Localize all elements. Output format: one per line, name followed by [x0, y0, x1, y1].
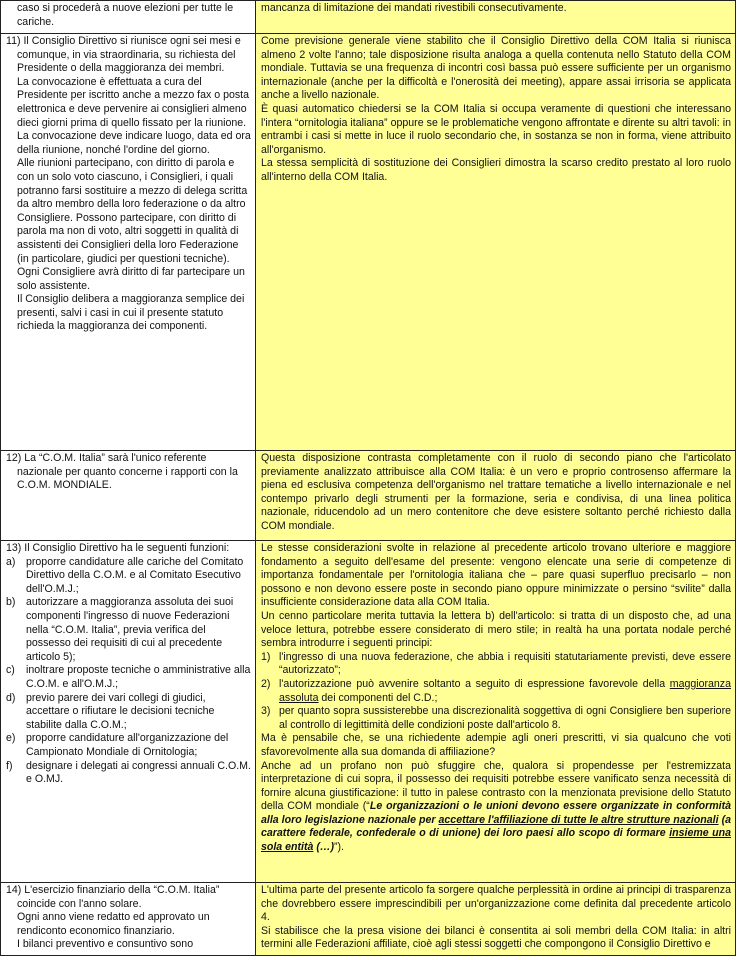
list-item: 2) l'autorizzazione può avvenire soltanto a seguito di espressione favorevole della maggioranza assoluta dei componenti del C.D.;	[261, 677, 731, 704]
table-row	[1, 451, 736, 541]
commentary-paragraph: L'ultima parte del presente articolo fa sorgere qualche perplessità in ordine ai principi di trasparenza che dovrebbero essere imprescindibili per un'organizzazione come definita dal precedente articolo 4.	[261, 884, 731, 924]
commentary-paragraph: La stessa semplicità di sostituzione dei Consiglieri dimostra la scarso credito prestato al loro ruolo all'interno della COM Italia.	[261, 157, 731, 183]
commentary-paragraph: Questa disposizione contrasta completamente con il ruolo di secondo piano che l'articolato previamente analizzato attribuisce alla COM Italia: è un vero e proprio controsenso affermare la piena ed esclusiva competenza dell'organismo nel trattare tematiche a livello internazionale e nel contempo privarlo degli strumenti per la formazione, seria e condivisa, di una linea politica nazionale, riducendolo ad un mero contenitore che deve esistere soltanto perché richiesto dalla COM mondiale.	[261, 452, 731, 532]
statute-text-cell	[1, 541, 256, 883]
commentary-paragraph: È quasi automatico chiedersi se la COM Italia si occupa veramente di questioni che interessano l'intera “ornitologia italiana” oppure se le problematiche vengono affrontate e dirente su altri tavoli: in entrambi i casi si mette in luce il ruolo secondario che, in sostanza se non in forma, viene attribuito all'organismo.	[261, 102, 731, 156]
principles-list	[261, 651, 731, 733]
quoted-statute: Le organizzazioni o le unioni devono essere organizzate in conformità alla loro legislazione nazionale per accettare l'affiliazione di tutte le altre strutture nazionali (a carattere federale, confederale o di unione) dei loro paesi allo scopo di formare insieme una sola entità (…)	[261, 800, 731, 854]
underlined-phrase: maggioranza assoluta	[279, 677, 731, 704]
commentary-paragraph: mancanza di limitazione dei mandati rivestibili consecutivamente.	[261, 2, 567, 14]
list-item: e) proporre candidature all'organizzazione del Campionato Mondiale di Ornitologia;	[6, 732, 229, 758]
commentary-paragraph: Le stesse considerazioni svolte in relazione al precedente articolo trovano ulteriore e maggiore fondamento a seguito dell'esame del presente: vengono elencate una serie di competenze di importanza fondamentale per l'ornitologia italiana che – pare quasi superfluo precisarlo – non possono e non devono essere poste in secondo piano oppure minimizzate o persino “svilite” dalla insufficiente considerazione data alla COM Italia.	[261, 542, 731, 609]
commentary-cell	[256, 451, 736, 541]
article-14-heading: 14) L'esercizio finanziario della “C.O.M. Italia” coincide con l'anno solare.	[6, 884, 220, 910]
commentary-paragraph: Un cenno particolare merita tuttavia la lettera b) dell'articolo: si tratta di un disposto che, ad una veloce lettura, potrebbe essere considerato di mero stile; in realtà ha una portata nodale perché sembra introdurre i seguenti principi:	[261, 609, 731, 650]
statute-line: I bilanci preventivo e consuntivo sono	[17, 938, 194, 951]
list-item: d) previo parere dei vari collegi di giudici, accettare o rifiutare le decisioni tecniche stabilite dalla C.O.M.;	[6, 691, 215, 731]
statute-line: Ogni anno viene redatto ed approvato un rendiconto economico finanziario.	[17, 911, 210, 937]
functions-list	[6, 556, 251, 787]
statute-text-cell	[1, 451, 256, 541]
commentary-paragraph: Si stabilisce che la presa visione dei bilanci è consentita ai soli membri della COM Italia: in altri termini alle Federazioni affiliate, cioè agli stessi soggetti che compongono il Consiglio Direttivo e	[261, 924, 731, 951]
statute-line: Il Consiglio delibera a maggioranza semplice dei presenti, salvi i casi in cui il presente statuto richieda la maggioranza dei componenti.	[17, 293, 245, 333]
commentary-paragraph: Ma è pensabile che, se una richiedente adempie agli oneri prescritti, vi sia qualcuno che voti sfavorevolmente alla sua domanda di affiliazione?	[261, 732, 731, 758]
list-item: 3) per quanto sopra sussisterebbe una discrezionalità soggettiva di ogni Consigliere ben superiore al controllo di legittimità delle condizioni poste dall'articolo 8.	[261, 705, 731, 731]
statute-text-cell	[1, 883, 256, 956]
article-12-heading: 12) La “C.O.M. Italia” sarà l'unico referente nazionale per quanto concerne i rapporti con la C.O.M. MONDIALE.	[6, 452, 238, 492]
list-item: b) autorizzare a maggioranza assoluta dei suoi componenti l'ingresso di nuove Federazioni nella “C.O.M. Italia”, previa verifica del possesso dei requisiti di cui al precedente articolo 5);	[6, 596, 234, 663]
statute-line: La convocazione è effettuata a cura del Presidente per iscritto anche a mezzo fax o posta elettronica e deve pervenire ai consiglieri almeno dieci giorni prima di quello fissato per la riunione. La convocazione deve indicare luogo, data ed ora della riunione, nonché l'ordine del giorno.	[17, 75, 251, 156]
article-13-heading: 13) Il Consiglio Direttivo ha le seguenti funzioni:	[6, 542, 230, 554]
list-item: f) designare i delegati ai congressi annuali C.O.M. e O.MJ.	[6, 759, 251, 786]
list-item: a) proporre candidature alle cariche del Comitato Direttivo della C.O.M. e al Comitato Esecutivo dell'O.M.J.;	[6, 555, 244, 595]
commentary-cell	[256, 34, 736, 451]
table-row	[1, 883, 736, 956]
statute-line: caso si procederà a nuove elezioni per tutte le cariche.	[17, 2, 234, 28]
statute-line: Alle riunioni partecipano, con diritto di parola e con un solo voto ciascuno, i Consiglieri, i quali potranno farsi sostituire a mezzo di delega scritta da altro membro della loro federazione o da altro Consigliere. Possono partecipare, con diritto di parola ma non di voto, altri soggetti in qualità di assistenti dei Consiglieri della loro Federazione (in particolare, giudici per questioni tecniche). Ogni Consigliere avrà diritto di far partecipare un solo assistente.	[17, 157, 248, 292]
commentary-paragraph: Come previsione generale viene stabilito che il Consiglio Direttivo della COM Italia si riunisca almeno 2 volte l'anno; tale disposizione risulta analoga a quella contenuta nello Statuto della COM mondiale. Tuttavia se una frequenza di incontri così bassa può essere sufficiente per un organismo internazionale (anche per la difficoltà e l'onerosità dei meeting), appare assai irrisoria se applicata anche a livello nazionale.	[261, 35, 731, 102]
commentary-cell	[256, 883, 736, 956]
statute-text-cell	[1, 1, 256, 34]
table-row	[1, 1, 736, 34]
commentary-cell	[256, 541, 736, 883]
table-row	[1, 541, 736, 883]
commentary-paragraph: Anche ad un profano non può sfuggire che, qualora si propendesse per l'estremizzata interpretazione di cui sopra, il possesso dei requisiti potrebbe essere vanificato senza necessità di fornire alcuna giustificazione: il tutto in palese contrasto con la menzionata previsione dello Statuto della COM mondiale (“Le organizzazioni o le unioni devono essere organizzate in conformità alla loro legislazione nazionale per accettare l'affiliazione di tutte le altre strutture nazionali (a carattere federale, confederale o di unione) dei loro paesi allo scopo di formare insieme una sola entità (…)”).	[261, 759, 731, 854]
list-item: c) inoltrare proposte tecniche o amministrative alla C.O.M. e all'O.M.J.;	[6, 664, 251, 690]
article-11-heading: 11) Il Consiglio Direttivo si riunisce ogni sei mesi e comunque, in via straordinaria, su richiesta del Presidente o della maggioranza dei membri.	[6, 35, 241, 75]
commentary-cell	[256, 1, 736, 34]
table-row	[1, 34, 736, 451]
list-item: 1) l'ingresso di una nuova federazione, che abbia i requisiti statutariamente previsti, deve essere “autorizzato”;	[261, 650, 731, 677]
statute-text-cell	[1, 34, 256, 451]
